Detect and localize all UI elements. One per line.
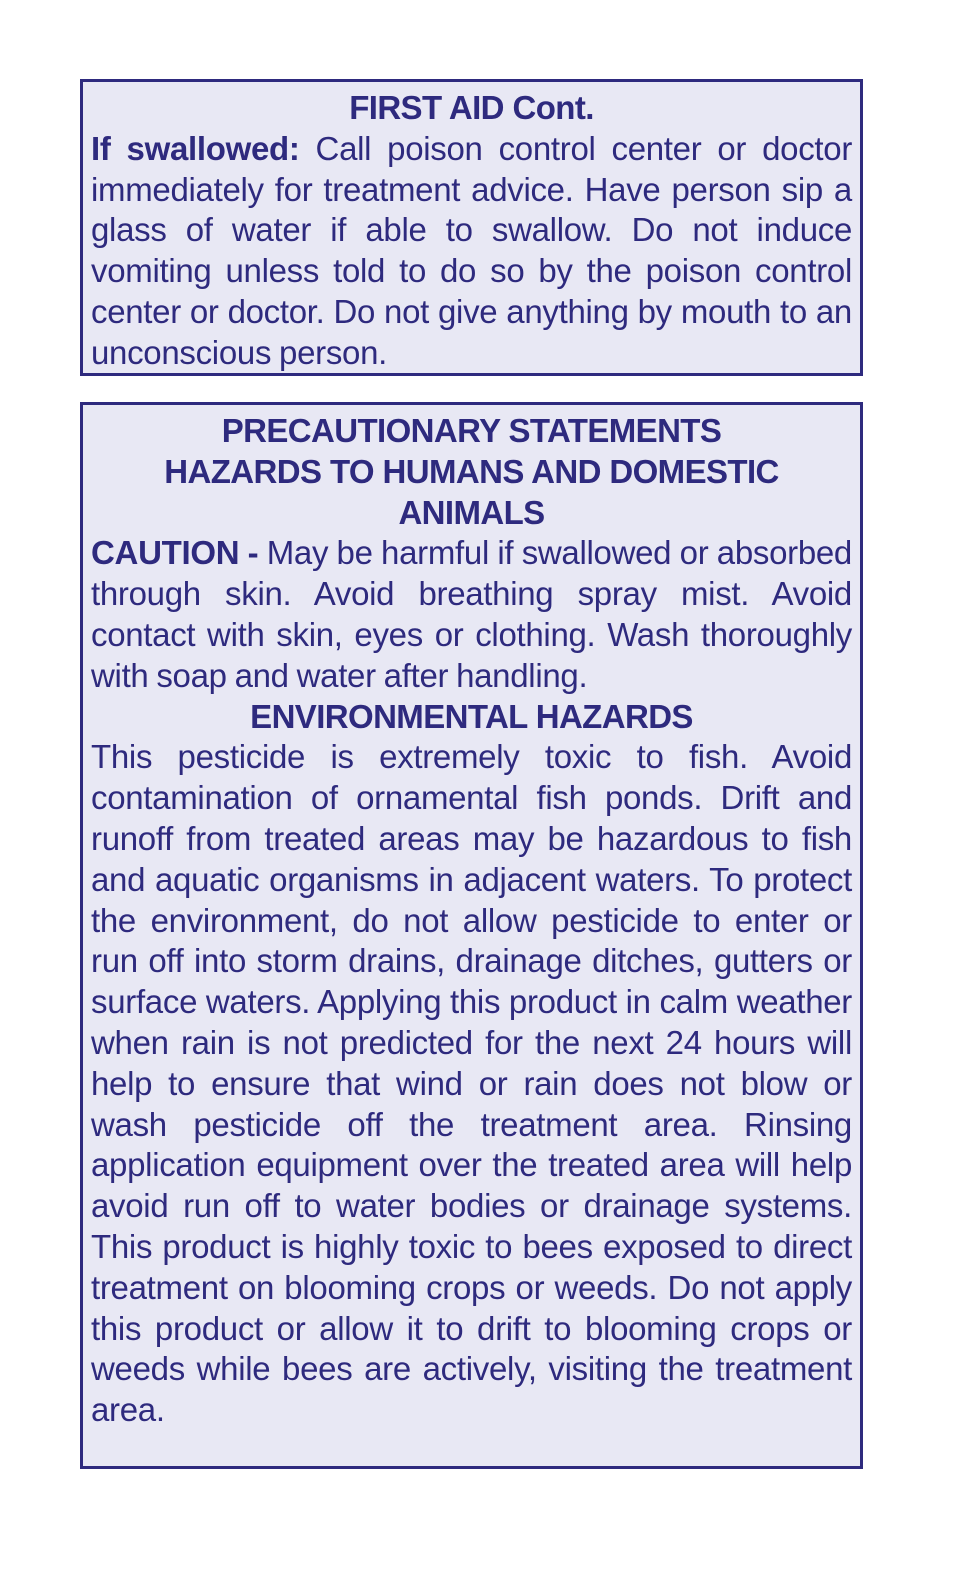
swallowed-lead: If swallowed:: [91, 129, 300, 167]
hazards-humans-heading: HAZARDS TO HUMANS AND DOMESTIC ANIMALS: [164, 452, 779, 531]
caution-lead: CAUTION -: [91, 534, 259, 572]
caution-paragraph: [91, 533, 852, 696]
caution-text: May be harmful if swallowed or absorbed through skin. Avoid breathing spray mist. Avoid contact with skin, eyes or clothing. Wash thoroughly with soap and water after handling.: [91, 534, 852, 694]
precautionary-panel: [80, 402, 863, 1469]
environmental-hazards-heading: ENVIRONMENTAL HAZARDS: [250, 697, 693, 735]
precautionary-heading: PRECAUTIONARY STATEMENTS: [221, 412, 722, 449]
first-aid-swallowed-paragraph: [91, 129, 852, 374]
environmental-hazards-paragraph: This pesticide is extremely toxic to fish. Avoid contamination of ornamental fish ponds. Drift and runoff from treated areas may be hazardous to fish and aquatic organisms in adjacent waters. To protect the environment, do not allow pesticide to enter or run off into storm drains, drainage ditches, gutters or surface waters. Applying this product in calm weather when rain is not predicted for the next 24 hours will help to ensure that wind or rain does not blow or wash pesticide off the treatment area. Rinsing application equipment over the treated area will help avoid run off to water bodies or drainage systems. This product is highly toxic to bees exposed to direct treatment on blooming crops or weeds. Do not apply this product or allow it to drift to blooming crops or weeds while bees are actively, visiting the treatment area.: [91, 738, 852, 1429]
swallowed-text: Call poison control center or doctor immediately for treatment advice. Have person sip a glass of water if able to swallow. Do not induce vomiting unless told to do so by the poison control center or doctor. Do not give anything by mouth to an unconscious person.: [91, 129, 853, 371]
first-aid-panel: [80, 79, 863, 376]
first-aid-heading: FIRST AID Cont.: [349, 89, 594, 126]
